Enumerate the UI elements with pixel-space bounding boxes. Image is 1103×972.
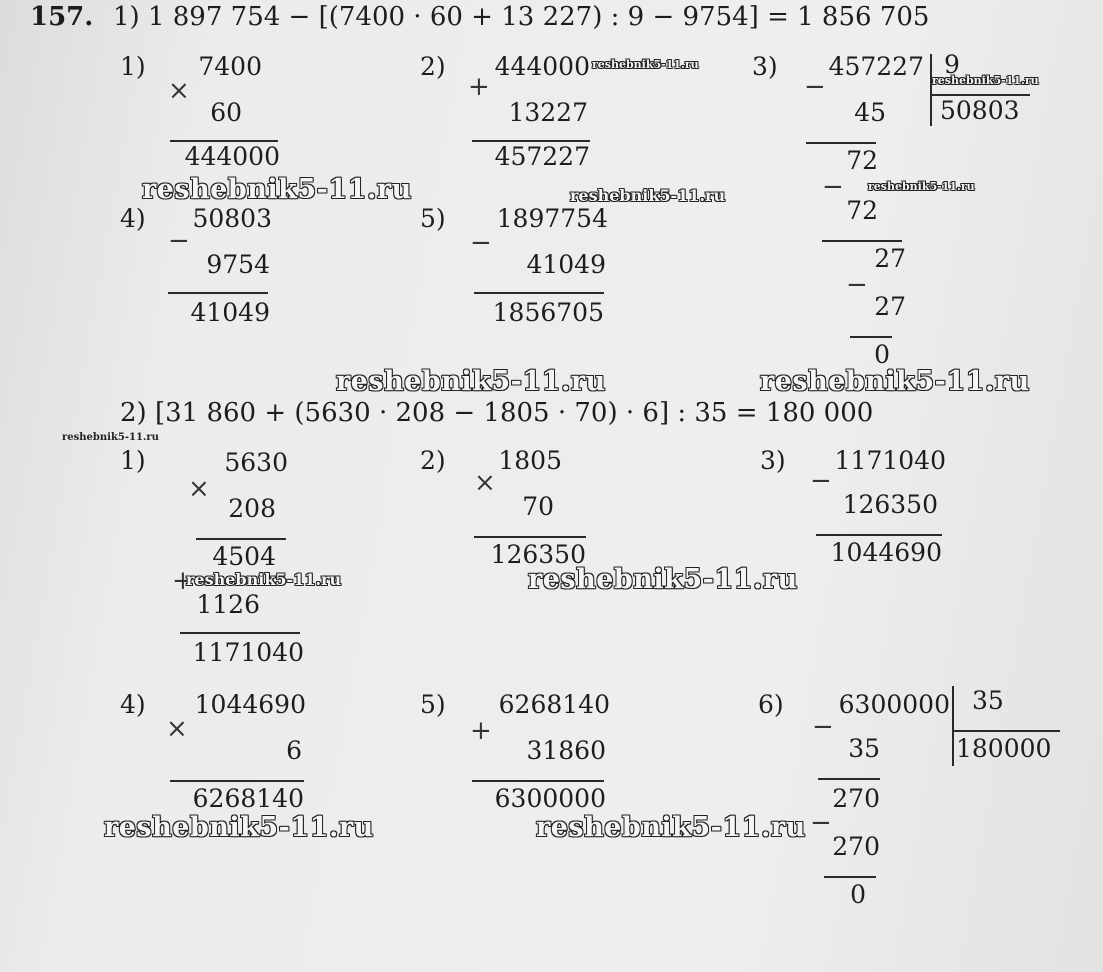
operand-a: 1805 bbox=[498, 446, 562, 475]
operand-a: 1044690 bbox=[194, 690, 306, 719]
step-label: 4) bbox=[120, 690, 146, 719]
operand-a: 444000 bbox=[494, 52, 590, 81]
watermark: reshebnik5-11.ru bbox=[336, 366, 606, 397]
result: 126350 bbox=[490, 540, 586, 569]
operand-a: 6268140 bbox=[498, 690, 610, 719]
result-line bbox=[472, 780, 604, 782]
partial-line bbox=[196, 538, 286, 540]
result: 1171040 bbox=[192, 638, 304, 667]
step-label: 6) bbox=[758, 690, 784, 719]
multiply-sign: × bbox=[166, 714, 188, 744]
step-label: 3) bbox=[752, 52, 778, 81]
operand-b: 9754 bbox=[206, 250, 270, 279]
problem-number: 157. bbox=[30, 2, 94, 32]
result-line bbox=[474, 536, 586, 538]
division-row: 0 bbox=[850, 880, 866, 909]
result: 457227 bbox=[494, 142, 590, 171]
division-row: 45 bbox=[854, 98, 886, 127]
division-row: 27 bbox=[874, 244, 906, 273]
step-label: 4) bbox=[120, 204, 146, 233]
division-row: 270 bbox=[832, 784, 880, 813]
result: 41049 bbox=[190, 298, 270, 327]
operand-b: 13227 bbox=[508, 98, 588, 127]
step-label: 5) bbox=[420, 204, 446, 233]
quotient: 50803 bbox=[940, 96, 1020, 125]
division-row: 27 bbox=[874, 292, 906, 321]
result-line bbox=[168, 292, 268, 294]
operand-b: 70 bbox=[522, 492, 554, 521]
watermark: reshebnik5-11.ru bbox=[760, 366, 1030, 397]
watermark: reshebnik5-11.ru bbox=[868, 180, 975, 193]
result: 1856705 bbox=[492, 298, 604, 327]
operand-a: 7400 bbox=[198, 52, 262, 81]
division-bar bbox=[930, 54, 932, 126]
division-row: 72 bbox=[846, 196, 878, 225]
step-label: 2) bbox=[420, 52, 446, 81]
minus-sign: − bbox=[846, 270, 868, 300]
multiply-sign: × bbox=[474, 468, 496, 498]
minus-sign: − bbox=[810, 466, 832, 496]
operand-a: 50803 bbox=[192, 204, 272, 233]
expression-1: 1) 1 897 754 − [(7400 · 60 + 13 227) : 9 − 9754] = 1 856 705 bbox=[113, 2, 930, 32]
minus-sign: − bbox=[470, 228, 492, 258]
result: 6268140 bbox=[192, 784, 304, 813]
division-line bbox=[850, 336, 892, 338]
partial-product: 1126 bbox=[196, 590, 260, 619]
result: 6300000 bbox=[494, 784, 606, 813]
step-label: 3) bbox=[760, 446, 786, 475]
minus-sign: − bbox=[822, 172, 844, 202]
step-label: 5) bbox=[420, 690, 446, 719]
operand-a: 1171040 bbox=[834, 446, 946, 475]
division-row: 35 bbox=[848, 734, 880, 763]
plus-sign: + bbox=[468, 72, 490, 102]
plus-sign: + bbox=[470, 716, 492, 746]
multiply-sign: × bbox=[188, 474, 210, 504]
operand-b: 41049 bbox=[526, 250, 606, 279]
result-line bbox=[474, 292, 604, 294]
divisor: 35 bbox=[972, 686, 1004, 715]
dividend: 6300000 bbox=[838, 690, 950, 719]
result-line bbox=[170, 780, 304, 782]
operand-b: 208 bbox=[228, 494, 276, 523]
quotient: 180000 bbox=[956, 734, 1052, 763]
watermark: reshebnik5-11.ru bbox=[104, 812, 374, 843]
minus-sign: − bbox=[810, 808, 832, 838]
minus-sign: − bbox=[812, 712, 834, 742]
division-row: 72 bbox=[846, 146, 878, 175]
expression-2: 2) [31 860 + (5630 · 208 − 1805 · 70) · 6] : 35 = 180 000 bbox=[120, 398, 874, 428]
operand-b: 60 bbox=[210, 98, 242, 127]
step-label: 1) bbox=[120, 446, 146, 475]
dividend: 457227 bbox=[828, 52, 924, 81]
division-row: 0 bbox=[874, 340, 890, 369]
result-line bbox=[180, 632, 300, 634]
multiply-sign: × bbox=[168, 76, 190, 106]
division-line bbox=[824, 876, 876, 878]
minus-sign: − bbox=[168, 226, 190, 256]
result-line bbox=[816, 534, 942, 536]
division-line bbox=[806, 142, 876, 144]
watermark: reshebnik5-11.ru bbox=[186, 570, 342, 589]
watermark: reshebnik5-11.ru bbox=[62, 432, 159, 443]
watermark: reshebnik5-11.ru bbox=[142, 174, 412, 205]
watermark: reshebnik5-11.ru bbox=[932, 74, 1039, 87]
division-line bbox=[822, 240, 902, 242]
watermark: reshebnik5-11.ru bbox=[528, 564, 798, 595]
division-line bbox=[818, 778, 880, 780]
result: 1044690 bbox=[830, 538, 942, 567]
operand-b: 31860 bbox=[526, 736, 606, 765]
partial-product: 4504 bbox=[212, 542, 276, 571]
operand-a: 5630 bbox=[224, 448, 288, 477]
result: 444000 bbox=[184, 142, 280, 171]
division-row: 270 bbox=[832, 832, 880, 861]
division-bar bbox=[952, 686, 954, 766]
operand-b: 126350 bbox=[842, 490, 938, 519]
divisor: 9 bbox=[944, 50, 960, 79]
minus-sign: − bbox=[804, 72, 826, 102]
step-label: 2) bbox=[420, 446, 446, 475]
watermark: reshebnik5-11.ru bbox=[570, 186, 726, 205]
operand-a: 1897754 bbox=[496, 204, 608, 233]
divisor-line bbox=[952, 730, 1060, 732]
watermark: reshebnik5-11.ru bbox=[536, 812, 806, 843]
plus-sign: + bbox=[172, 566, 194, 596]
operand-b: 6 bbox=[286, 736, 302, 765]
watermark: reshebnik5-11.ru bbox=[592, 58, 699, 71]
step-label: 1) bbox=[120, 52, 146, 81]
